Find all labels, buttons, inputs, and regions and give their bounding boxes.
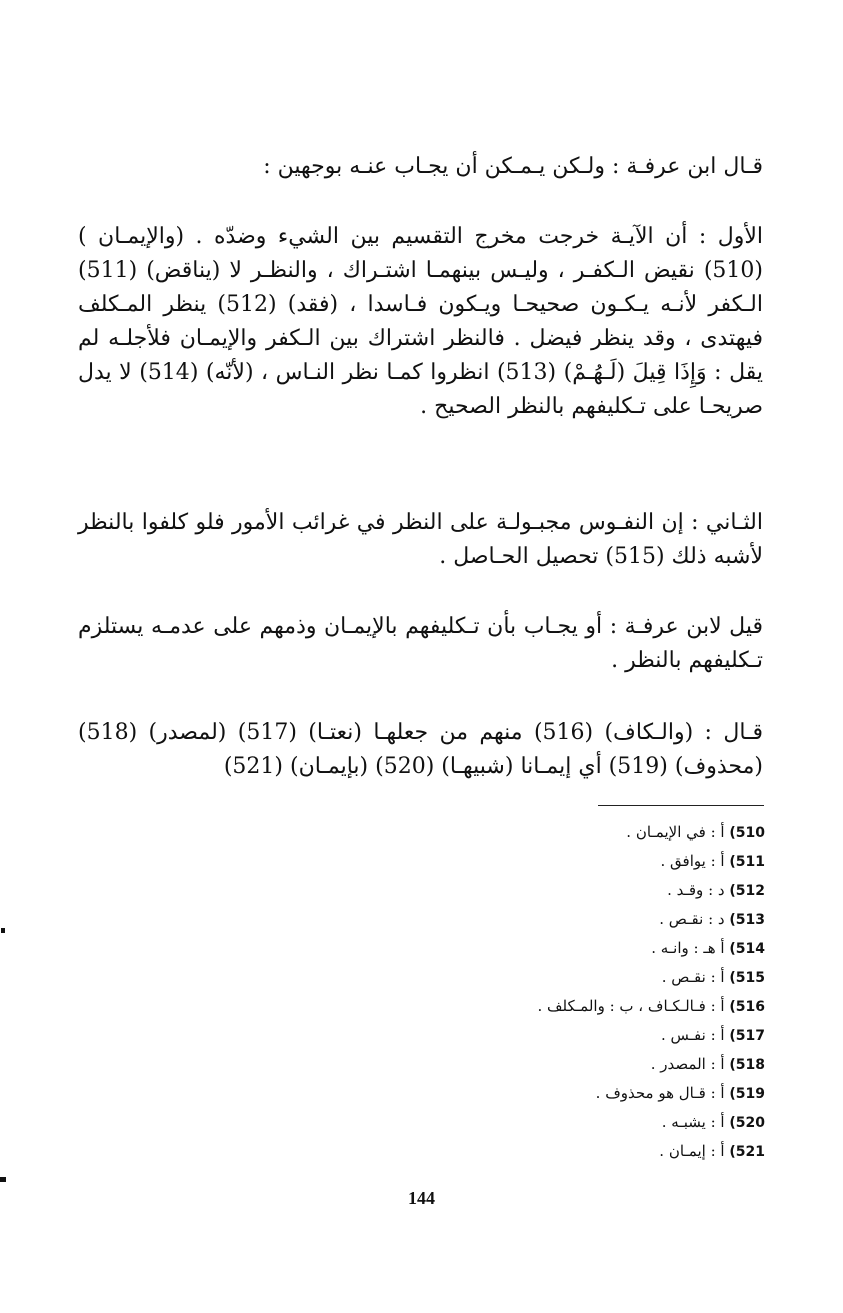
- footnote-text: أ : يشبـه .: [661, 1113, 725, 1131]
- footnote-text: أ هـ : وانـه .: [651, 939, 725, 957]
- footnote-number: 515): [729, 970, 765, 986]
- footnote-text: أ : في الإيمـان .: [626, 823, 725, 841]
- footnote: [345, 1137, 765, 1166]
- footnote-text: أ : إيمـان .: [659, 1142, 725, 1160]
- footnote: [345, 1108, 765, 1137]
- footnote: [345, 934, 765, 963]
- footnote-number: 517): [729, 1028, 765, 1044]
- footnote: [345, 818, 765, 847]
- footnote-number: 518): [729, 1057, 765, 1073]
- footnote: [345, 963, 765, 992]
- footnote: [345, 847, 765, 876]
- footnote: [345, 905, 765, 934]
- footnote-number: 521): [729, 1144, 765, 1160]
- footnote-number: 519): [729, 1086, 765, 1102]
- footnote-number: 520): [729, 1115, 765, 1131]
- footnote-text: أ : قـال هو محذوف .: [595, 1084, 725, 1102]
- footnote: [345, 992, 765, 1021]
- footnote: [345, 876, 765, 905]
- footnote-number: 512): [729, 883, 765, 899]
- footnote-number: 513): [729, 912, 765, 928]
- page-number: 144: [408, 1188, 435, 1208]
- footnote-text: أ : يوافق .: [660, 852, 725, 870]
- paragraph-second-answer: الثـاني : إن النفـوس مجبـولـة على النظر في غرائب الأمور فلو كلفوا بالنظر لأشبه ذلك (515) تحصيل الحـاصل .: [78, 510, 763, 569]
- paragraph-intro: قـال ابن عرفـة : ولـكن يـمـكن أن يجـاب عنـه بوجهين :: [263, 154, 763, 179]
- footnote-number: 511): [729, 854, 765, 870]
- footnote-number: 510): [729, 825, 765, 841]
- scan-speck: [0, 1177, 6, 1182]
- footnotes-list: [345, 818, 765, 1166]
- paragraph-first-answer: الأول : أن الآيـة خرجت مخرج التقسيم بين الشيء وضدّه . (والإيمـان )(510) نقيض الـكفـر ، وليـس بينهمـا اشتـراك ، والنظـر لا (يناقض) (511) الـكفر لأنـه يـكـون صحيحـا ويـكون فـاسدا ، (فقد) (512) ينظر المـكلف فيهتدى ، وقد ينظر فيضل . فالنظر اشتراك بين الـكفر والإيمـان فلأجلـه لم يقل : وَإِذَا قِيلَ (لَـهُـمْ) (513) انظروا كمـا نظر النـاس ، (لأنّه) (514) لا يدل صريحـا على تـكليفهم بالنظر الصحيح .: [78, 224, 763, 419]
- paragraph-alternative-answer: قيل لابن عرفـة : أو يجـاب بأن تـكليفهم بالإيمـان وذمهم على عدمـه يستلزم تـكليفهم بالنظر .: [78, 614, 763, 673]
- footnote-separator: [598, 805, 764, 806]
- footnote-text: د : نقـص .: [659, 910, 725, 928]
- footnote-text: أ : فـالـكـاف ، ب : والمـكلف .: [537, 997, 725, 1015]
- footnote: [345, 1021, 765, 1050]
- footnote: [345, 1079, 765, 1108]
- scan-speck: [1, 928, 5, 933]
- footnote: [345, 1050, 765, 1079]
- footnote-number: 516): [729, 999, 765, 1015]
- paragraph-kaf-discussion: قـال : (والـكاف) (516) منهم من جعلهـا (نعتـا) (517) (لمصدر) (518) (محذوف) (519) أي إيمـانا (شبيهـا) (520) (بإيمـان) (521): [78, 720, 763, 779]
- footnote-number: 514): [729, 941, 765, 957]
- footnote-text: أ : نقـص .: [661, 968, 725, 986]
- footnote-text: أ : نفـس .: [661, 1026, 725, 1044]
- footnote-text: د : وقـد .: [667, 881, 725, 899]
- footnote-text: أ : المصدر .: [650, 1055, 725, 1073]
